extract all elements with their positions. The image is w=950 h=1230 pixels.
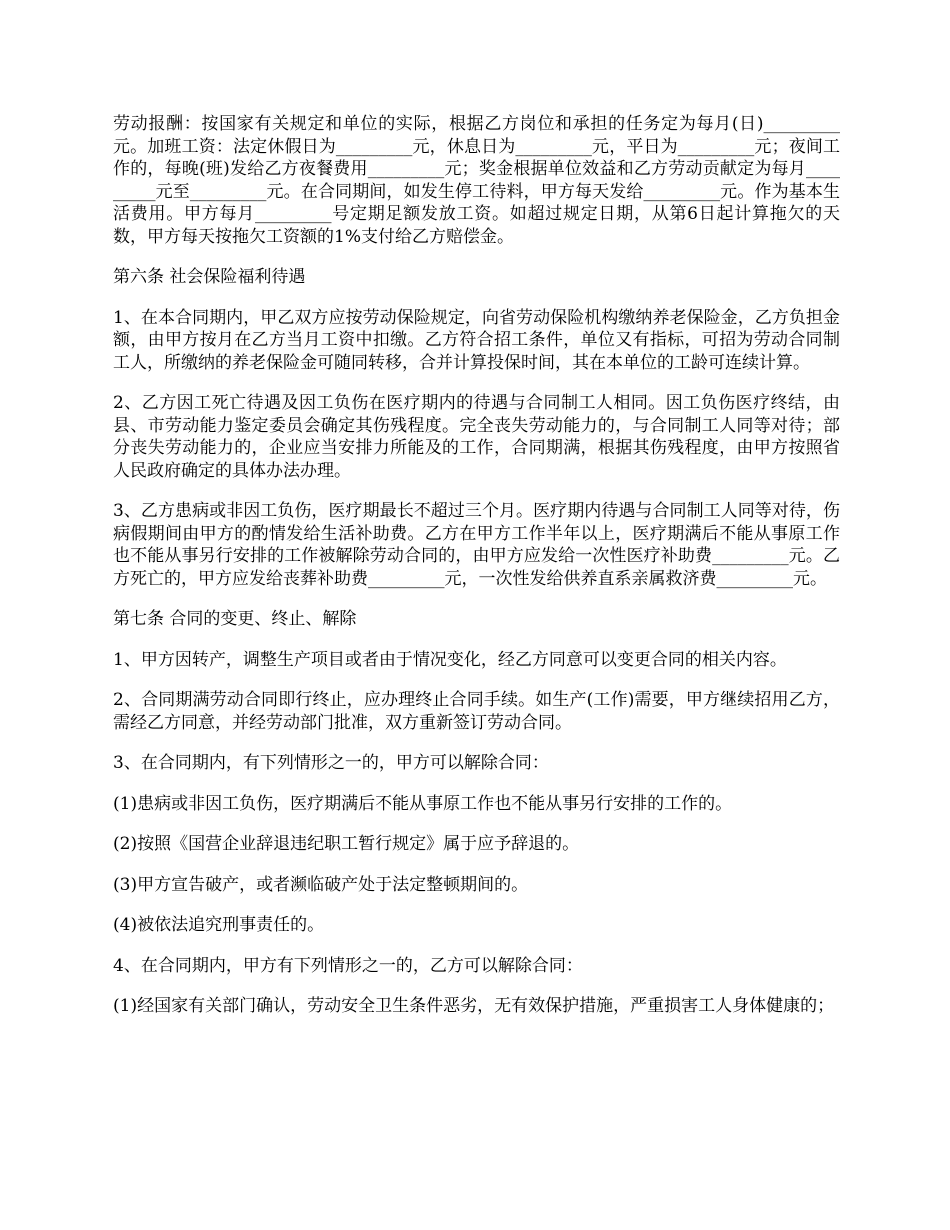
paragraph-6-2: 2、乙方因工死亡待遇及因工负伤在医疗期内的待遇与合同制工人相同。因工负伤医疗终结，由县、市劳动能力鉴定委员会确定其伤残程度。完全丧失劳动能力的，与合同制工人同等对待；部分丧失劳动能力的，企业应当安排力所能及的工作，合同期满，根据其伤残程度，由甲方按照省人民政府确定的具体办法办理。 <box>113 393 840 481</box>
heading-article-7: 第七条 合同的变更、终止、解除 <box>113 609 357 629</box>
paragraph-6-1: 1、在本合同期内，甲乙双方应按劳动保险规定，向省劳动保险机构缴纳养老保险金，乙方负担金额，由甲方按月在乙方当月工资中扣缴。乙方符合招工条件，单位又有指标，可招为劳动合同制工人，所缴纳的养老保险金可随同转移，合并计算投保时间，其在本单位的工龄可连续计算。 <box>113 307 840 373</box>
paragraph-7-1: 1、甲方因转产，调整生产项目或者由于情况变化，经乙方同意可以变更合同的相关内容。 <box>113 649 787 670</box>
heading-article-6: 第六条 社会保险福利待遇 <box>113 267 306 287</box>
list-item-7-3-3: (3)甲方宣告破产，或者濒临破产处于法定整顿期间的。 <box>113 874 529 895</box>
paragraph-7-3: 3、在合同期内，有下列情形之一的，甲方可以解除合同： <box>113 753 549 773</box>
paragraph-labor-remuneration: 劳动报酬：按国家有关规定和单位的实际，根据乙方岗位和承担的任务定为每月(日)_________元。加班工资：法定休假日为_________元，休息日为_________元，平日为_________元；夜间工作的，每晚(班)发给乙方夜餐费用_________元；奖金根据单位效益和乙方劳动贡献定为每月_________元至_________元。在合同期间，如发生停工待料，甲方每天发给_________元。作为基本生活费用。甲方每月_________号定期足额发放工资。如超过规定日期，从第6日起计算拖欠的天数，甲方每天按拖欠工资额的1%支付给乙方赔偿金。 <box>113 114 840 247</box>
list-item-7-4-1: (1)经国家有关部门确认，劳动安全卫生条件恶劣，无有效保护措施，严重损害工人身体健康的； <box>113 996 835 1016</box>
list-item-7-3-1: (1)患病或非因工负伤，医疗期满后不能从事原工作也不能从事另行安排的工作的。 <box>113 793 733 814</box>
list-item-7-3-4: (4)被依法追究刑事责任的。 <box>113 915 325 935</box>
paragraph-7-2: 2、合同期满劳动合同即行终止，应办理终止合同手续。如生产(工作)需要，甲方继续招用乙方，需经乙方同意，并经劳动部门批准，双方重新签订劳动合同。 <box>113 690 840 733</box>
paragraph-7-4: 4、在合同期内，甲方有下列情形之一的，乙方可以解除合同： <box>113 955 583 976</box>
document-page <box>113 113 840 1036</box>
list-item-7-3-2: (2)按照《国营企业辞退违纪职工暂行规定》属于应予辞退的。 <box>113 834 580 854</box>
paragraph-6-3: 3、乙方患病或非因工负伤，医疗期最长不超过三个月。医疗期内待遇与合同制工人同等对待，伤病假期间由甲方的酌情发给生活补助费。乙方在甲方工作半年以上，医疗期满后不能从事原工作也不能从事另行安排的工作被解除劳动合同的，由甲方应发给一次性医疗补助费_________元。乙方死亡的，甲方应发给丧葬补助费_________元，一次性发给供养直系亲属救济费_________元。 <box>113 501 840 589</box>
